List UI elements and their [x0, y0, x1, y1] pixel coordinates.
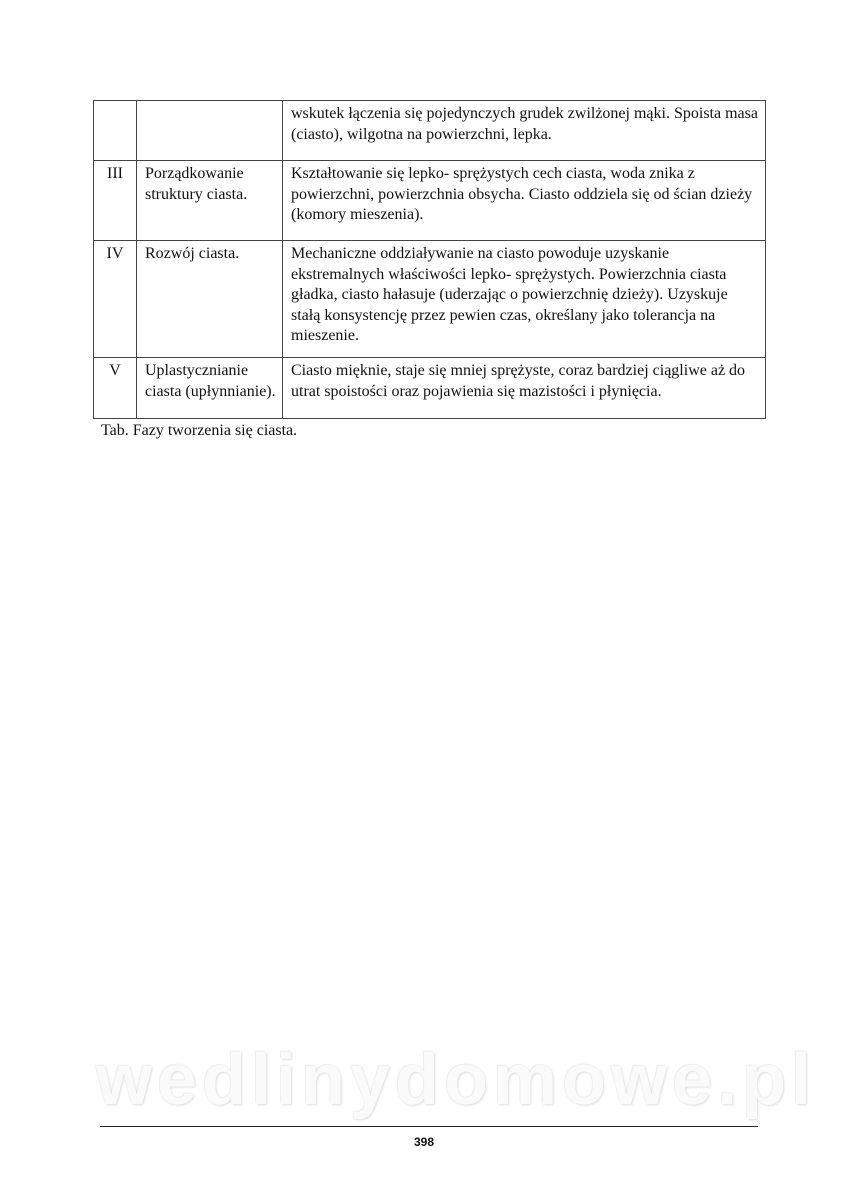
table-section — [93, 100, 766, 441]
page-number: 398 — [413, 1135, 435, 1149]
phase-name: Rozwój ciasta. — [137, 241, 283, 358]
phase-name: Uplastycznianie ciasta (upłynnianie). — [137, 358, 283, 419]
phase-name — [137, 101, 283, 161]
phase-description: Kształtowanie się lepko- sprężystych cech ciasta, woda znika z powierzchni, powierzchnia obsycha. Ciasto oddziela się od ścian dzieży (komory mieszenia). — [283, 161, 766, 241]
phase-description: Ciasto mięknie, staje się mniej sprężyste, coraz bardziej ciągliwe aż do utrat spoistości oraz pojawienia się mazistości i płynięcia. — [283, 358, 766, 419]
table-row — [94, 101, 766, 161]
table-row — [94, 241, 766, 358]
phase-number: IV — [94, 241, 137, 358]
footer-divider — [100, 1126, 758, 1127]
phase-number — [94, 101, 137, 161]
dough-phases-table — [93, 100, 766, 419]
table-row — [94, 358, 766, 419]
table-row — [94, 161, 766, 241]
table-caption: Tab. Fazy tworzenia się ciasta. — [101, 422, 298, 439]
phase-number: III — [94, 161, 137, 241]
phase-number: V — [94, 358, 137, 419]
phase-description: wskutek łączenia się pojedynczych grudek zwilżonej mąki. Spoista masa (ciasto), wilgotna na powierzchni, lepka. — [283, 101, 766, 161]
phase-name: Porządkowanie struktury ciasta. — [137, 161, 283, 241]
watermark: wedlinydomowe.pl — [96, 1040, 817, 1120]
phase-description: Mechaniczne oddziaływanie na ciasto powoduje uzyskanie ekstremalnych właściwości lepko- sprężystych. Powierzchnia ciasta gładka, ciasto hałasuje (uderzając o powierzchnię dzieży). Uzyskuje stałą konsystencję przez pewien czas, określany jako tolerancja na mieszenie. — [283, 241, 766, 358]
